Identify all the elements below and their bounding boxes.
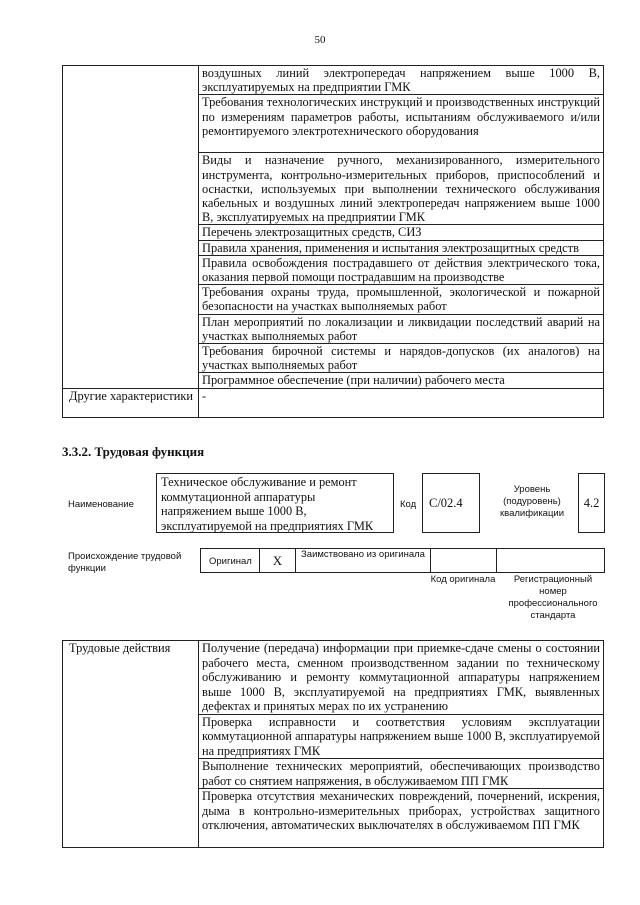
section-title: 3.3.2. Трудовая функция <box>62 444 205 459</box>
table-row <box>63 388 604 417</box>
labor-actions-table <box>62 640 604 848</box>
table-cell: Требования бирочной системы и нарядов-допусков (их аналогов) на участках выполняемых работ <box>199 344 604 373</box>
knowledge-table <box>62 65 604 418</box>
page-number: 50 <box>314 34 326 46</box>
table-cell: Получение (передача) информации при приемке-сдаче смены о состоянии рабочего места, сменном производственном задании по техническому обслуживанию и ремонту коммутационной аппаратуры напряжением выше 1000 В, эксплуатируемой на предприятиях ГМК, выявленных дефектах и принятых мерах по их устранению <box>199 641 604 715</box>
table-cell: Требования технологических инструкций и производственных инструкций по измерениям параметров работы, испытаниям обслуживаемого и/или ремонтируемого электротехнического оборудования <box>199 95 604 153</box>
level-label: Уровень (подуровень) квалификации <box>499 484 565 519</box>
origin-code-cell <box>430 548 497 573</box>
table-cell: Проверка исправности и соответствия условиям эксплуатации коммутационной аппаратуры напряжением выше 1000 В, эксплуатируемой на предприятиях ГМК <box>199 714 604 759</box>
other-characteristics-label: Другие характеристики <box>63 388 199 417</box>
table-cell: Правила освобождения пострадавшего от действия электрического тока, оказания первой помощи пострадавшим на производстве <box>199 255 604 284</box>
original-label: Оригинал <box>209 556 252 567</box>
qualification-level-box: 4.2 <box>578 473 605 533</box>
table-cell: Виды и назначение ручного, механизированного, измерительного инструмента, контрольно-измерительных приборов, приспособлений и оснастки, используемых при выполнении технического обслуживания кабельных и воздушных линий электропередач напряжением выше 1000 В, эксплуатируемых на предприятии ГМК <box>199 153 604 225</box>
table-cell: Программное обеспечение (при наличии) рабочего места <box>199 373 604 388</box>
table-cell: Правила хранения, применения и испытания электрозащитных средств <box>199 240 604 255</box>
table-cell: Перечень электрозащитных средств, СИЗ <box>199 225 604 240</box>
registration-number-cell <box>496 548 605 573</box>
table-cell: Выполнение технических мероприятий, обеспечивающих производство работ со снятием напряжения, в обслуживаемом ПП ГМК <box>199 759 604 789</box>
borrowed-cell <box>295 548 431 573</box>
original-cell <box>200 548 260 573</box>
code-label: Код <box>400 499 417 510</box>
table-row <box>63 66 604 95</box>
name-label: Наименование <box>68 499 134 510</box>
function-code-box: C/02.4 <box>422 473 480 533</box>
origin-code-caption: Код оригинала <box>430 574 496 585</box>
borrowed-label: Заимствовано из оригинала <box>301 549 425 560</box>
table-cell: План мероприятий по локализации и ликвидации последствий аварий на участках выполняемых работ <box>199 314 604 343</box>
table-cell: Проверка отсутствия механических повреждений, почернений, искрения, дыма в контрольно-измерительных приборах, устройствах защитного отключения, автоматических выключателях в обслуживаемом ПП ГМК <box>199 789 604 848</box>
function-name-box: Техническое обслуживание и ремонт коммутационной аппаратуры напряжением выше 1000 В, эксплуатируемой на предприятиях ГМК <box>156 473 394 533</box>
original-mark-cell <box>259 548 296 573</box>
registration-number-caption: Регистрационный номер профессионального стандарта <box>508 574 598 621</box>
empty-label-cell <box>63 66 199 389</box>
labor-actions-label: Трудовые действия <box>63 641 199 848</box>
original-mark: X <box>272 553 283 568</box>
table-cell: Требования охраны труда, промышленной, экологической и пожарной безопасности на участках выполняемых работ <box>199 285 604 314</box>
other-characteristics-value: - <box>199 388 604 417</box>
origin-label: Происхождение трудовой функции <box>68 551 182 574</box>
table-cell: воздушных линий электропередач напряжением выше 1000 В, эксплуатируемых на предприятии ГМК <box>199 66 604 95</box>
table-row <box>63 641 604 715</box>
